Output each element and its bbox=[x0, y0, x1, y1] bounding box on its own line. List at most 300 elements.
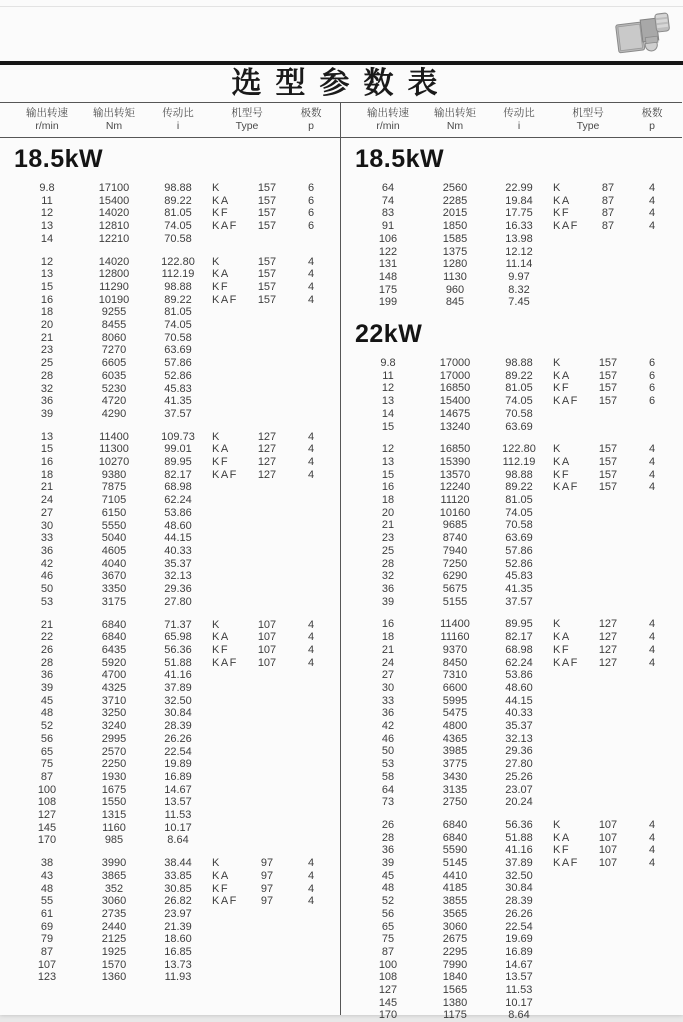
cell-ratio: 52.86 bbox=[164, 369, 192, 382]
cell-ratio: 13.57 bbox=[164, 796, 192, 809]
cell-ratio: 14.67 bbox=[164, 783, 192, 796]
cell-poles bbox=[284, 921, 338, 934]
cell-type-size bbox=[591, 545, 625, 558]
cell-output-torque: 3865 bbox=[101, 869, 127, 882]
cell-output-torque: 5155 bbox=[442, 595, 468, 608]
table-row bbox=[0, 771, 340, 784]
cell-output-torque: 1315 bbox=[101, 809, 127, 822]
cell-ratio: 74.05 bbox=[505, 395, 533, 408]
table-row bbox=[341, 997, 682, 1010]
cell-output-torque: 1570 bbox=[101, 958, 127, 971]
cell-type-size bbox=[250, 669, 284, 682]
cell-poles: 4 bbox=[648, 207, 656, 220]
cell-type-series: KA bbox=[553, 194, 571, 207]
cell-type-size: 157 bbox=[598, 455, 618, 468]
cell-output-torque: 4185 bbox=[442, 882, 468, 895]
cell-output-torque: 7250 bbox=[442, 557, 468, 570]
table-row bbox=[341, 946, 682, 959]
cell-output-torque: 3060 bbox=[101, 895, 127, 908]
cell-type-size bbox=[250, 507, 284, 520]
cell-ratio: 11.93 bbox=[164, 971, 192, 984]
cell-type-series bbox=[210, 306, 250, 319]
cell-output-torque: 4605 bbox=[101, 544, 127, 557]
cell-type-series bbox=[551, 921, 591, 934]
table-row bbox=[341, 507, 682, 520]
cell-output-torque: 1925 bbox=[101, 946, 127, 959]
cell-ratio: 32.13 bbox=[164, 570, 192, 583]
cell-output-speed: 39 bbox=[40, 407, 54, 420]
cell-type-series: KF bbox=[212, 207, 230, 220]
table-row bbox=[341, 395, 682, 408]
cell-type-series: KF bbox=[553, 844, 571, 857]
table-left-body bbox=[0, 138, 340, 984]
cell-output-torque: 13240 bbox=[439, 420, 471, 433]
cell-poles bbox=[284, 532, 338, 545]
cell-output-speed: 15 bbox=[40, 280, 54, 293]
cell-poles: 6 bbox=[307, 220, 315, 233]
cell-output-torque: 10160 bbox=[439, 506, 471, 519]
cell-type-size bbox=[250, 596, 284, 609]
cell-type-series bbox=[210, 344, 250, 357]
table-row bbox=[0, 644, 340, 657]
cell-poles: 4 bbox=[307, 882, 315, 895]
cell-type-series bbox=[210, 971, 250, 984]
table-left-half bbox=[0, 102, 341, 1015]
cell-type-size bbox=[591, 271, 625, 284]
cell-output-torque: 7270 bbox=[101, 344, 127, 357]
cell-poles bbox=[284, 669, 338, 682]
cell-output-speed: 36 bbox=[40, 669, 54, 682]
cell-type-series bbox=[551, 421, 591, 434]
cell-ratio: 18.60 bbox=[164, 933, 192, 946]
cell-ratio: 20.24 bbox=[505, 796, 533, 809]
cell-ratio: 10.17 bbox=[164, 821, 192, 834]
cell-output-speed: 123 bbox=[37, 971, 57, 984]
cell-ratio: 12.12 bbox=[505, 245, 533, 258]
cell-ratio: 16.85 bbox=[164, 946, 192, 959]
cell-output-speed: 46 bbox=[381, 732, 395, 745]
cell-output-torque: 1280 bbox=[442, 258, 468, 271]
cell-ratio: 122.80 bbox=[502, 443, 536, 456]
cell-output-torque: 15400 bbox=[98, 194, 130, 207]
table-row bbox=[0, 971, 340, 984]
cell-output-speed: 87 bbox=[40, 946, 54, 959]
cell-output-torque: 11400 bbox=[99, 430, 129, 443]
cell-type-size bbox=[591, 583, 625, 596]
cell-ratio: 13.57 bbox=[505, 971, 533, 984]
table-row bbox=[0, 895, 340, 908]
header-type bbox=[551, 107, 625, 133]
cell-poles: 4 bbox=[648, 643, 656, 656]
cell-output-torque: 3985 bbox=[442, 745, 468, 758]
cell-type-series: KF bbox=[553, 468, 571, 481]
cell-ratio: 89.22 bbox=[164, 194, 192, 207]
cell-output-torque: 17000 bbox=[439, 357, 471, 370]
cell-type-size bbox=[250, 971, 284, 984]
header-output-speed bbox=[12, 107, 82, 133]
cell-ratio: 52.86 bbox=[505, 557, 533, 570]
cell-type-series bbox=[210, 733, 250, 746]
cell-ratio: 112.19 bbox=[161, 268, 195, 281]
cell-type-size bbox=[250, 933, 284, 946]
cell-output-speed: 131 bbox=[378, 258, 398, 271]
cell-type-series: KA bbox=[212, 869, 230, 882]
cell-output-torque: 6150 bbox=[101, 506, 127, 519]
table-row bbox=[341, 796, 682, 809]
cell-poles: 4 bbox=[648, 455, 656, 468]
cell-ratio: 8.32 bbox=[508, 283, 530, 296]
header-unit: p bbox=[308, 120, 314, 132]
cell-output-torque: 1840 bbox=[442, 971, 468, 984]
cell-type-series bbox=[210, 558, 250, 571]
cell-output-speed: 12 bbox=[381, 443, 395, 456]
cell-type-size: 157 bbox=[598, 468, 618, 481]
cell-type-size bbox=[250, 746, 284, 759]
table-row bbox=[341, 1009, 682, 1022]
cell-output-torque: 9370 bbox=[442, 643, 468, 656]
cell-type-series: KF bbox=[212, 280, 230, 293]
cell-poles: 4 bbox=[307, 456, 315, 469]
cell-output-torque: 985 bbox=[104, 834, 124, 847]
ratio-group bbox=[341, 182, 682, 309]
cell-output-speed: 48 bbox=[40, 707, 54, 720]
table-row bbox=[0, 908, 340, 921]
cell-ratio: 32.13 bbox=[505, 732, 533, 745]
table-row bbox=[341, 558, 682, 571]
cell-output-torque: 10190 bbox=[98, 293, 130, 306]
top-rule bbox=[0, 61, 683, 65]
cell-ratio: 70.58 bbox=[164, 331, 192, 344]
cell-type-series bbox=[551, 494, 591, 507]
table-row bbox=[0, 558, 340, 571]
cell-output-speed: 42 bbox=[381, 720, 395, 733]
header-label: 输出转矩 bbox=[93, 107, 135, 119]
ratio-group bbox=[0, 256, 340, 421]
cell-type-series: K bbox=[212, 182, 221, 194]
cell-poles bbox=[284, 946, 338, 959]
table-row bbox=[0, 669, 340, 682]
cell-output-torque: 1160 bbox=[102, 821, 126, 834]
cell-ratio: 48.60 bbox=[164, 519, 192, 532]
cell-output-speed: 15 bbox=[381, 468, 395, 481]
cell-poles: 6 bbox=[307, 207, 315, 220]
cell-ratio: 11.53 bbox=[505, 984, 533, 997]
cell-poles bbox=[625, 745, 679, 758]
table-row bbox=[341, 545, 682, 558]
cell-ratio: 11.14 bbox=[505, 258, 533, 271]
cell-output-torque: 4290 bbox=[101, 407, 127, 420]
table-row bbox=[0, 857, 340, 870]
cell-type-size bbox=[250, 532, 284, 545]
cell-ratio: 44.15 bbox=[164, 532, 192, 545]
cell-output-speed: 45 bbox=[381, 869, 395, 882]
cell-output-torque: 4040 bbox=[101, 557, 127, 570]
cell-poles bbox=[625, 558, 679, 571]
cell-type-size: 157 bbox=[257, 207, 277, 220]
table-row bbox=[0, 784, 340, 797]
table-row bbox=[341, 570, 682, 583]
cell-type-size: 127 bbox=[257, 456, 277, 469]
header-output-torque bbox=[82, 107, 146, 133]
cell-type-series bbox=[551, 669, 591, 682]
cell-poles bbox=[284, 933, 338, 946]
cell-type-size bbox=[250, 395, 284, 408]
cell-output-speed: 42 bbox=[40, 557, 54, 570]
cell-ratio: 98.88 bbox=[164, 280, 192, 293]
cell-poles: 4 bbox=[307, 443, 315, 456]
cell-type-size bbox=[591, 707, 625, 720]
table-row bbox=[341, 382, 682, 395]
table-row bbox=[341, 456, 682, 469]
cell-type-series bbox=[210, 758, 250, 771]
cell-output-torque: 9255 bbox=[101, 306, 127, 319]
cell-poles: 4 bbox=[648, 818, 656, 831]
cell-output-speed: 9.8 bbox=[380, 357, 396, 370]
cell-ratio: 37.89 bbox=[164, 682, 192, 695]
cell-poles bbox=[284, 545, 338, 558]
cell-type-size bbox=[250, 357, 284, 370]
cell-type-series: K bbox=[553, 818, 562, 831]
cell-poles: 4 bbox=[307, 268, 315, 281]
cell-poles bbox=[625, 258, 679, 271]
cell-poles bbox=[284, 306, 338, 319]
table-row bbox=[0, 268, 340, 281]
table-row bbox=[341, 481, 682, 494]
table-row bbox=[341, 370, 682, 383]
cell-type-series bbox=[551, 959, 591, 972]
cell-type-series: KAF bbox=[553, 481, 579, 494]
cell-output-torque: 2735 bbox=[101, 907, 127, 920]
cell-type-size bbox=[250, 545, 284, 558]
cell-type-series: K bbox=[212, 857, 221, 870]
cell-output-speed: 30 bbox=[40, 519, 54, 532]
cell-type-series bbox=[210, 319, 250, 332]
cell-poles bbox=[625, 494, 679, 507]
table-row bbox=[0, 570, 340, 583]
cell-output-torque: 3670 bbox=[101, 570, 127, 583]
cell-output-speed: 75 bbox=[40, 758, 54, 771]
ratio-group bbox=[0, 857, 340, 984]
cell-type-series: KA bbox=[553, 831, 571, 844]
cell-poles: 4 bbox=[307, 280, 315, 293]
table-row bbox=[341, 357, 682, 370]
cell-poles bbox=[284, 319, 338, 332]
cell-type-size: 97 bbox=[260, 857, 274, 870]
cell-poles bbox=[625, 596, 679, 609]
cell-output-speed: 13 bbox=[381, 395, 395, 408]
cell-ratio: 81.05 bbox=[164, 306, 192, 319]
cell-type-size bbox=[250, 733, 284, 746]
cell-ratio: 40.33 bbox=[164, 544, 192, 557]
table-row bbox=[0, 834, 340, 847]
table-row bbox=[0, 682, 340, 695]
cell-output-torque: 960 bbox=[445, 283, 465, 296]
cell-type-size bbox=[250, 809, 284, 822]
cell-type-series bbox=[210, 481, 250, 494]
cell-ratio: 21.39 bbox=[164, 920, 192, 933]
cell-output-torque: 6290 bbox=[442, 570, 468, 583]
cell-ratio: 11.53 bbox=[164, 809, 192, 822]
cell-ratio: 48.60 bbox=[505, 681, 533, 694]
cell-output-speed: 23 bbox=[381, 532, 395, 545]
cell-type-size bbox=[250, 494, 284, 507]
table-row bbox=[0, 195, 340, 208]
header-unit: Nm bbox=[105, 120, 123, 132]
cell-ratio: 22.99 bbox=[505, 182, 533, 194]
table-row bbox=[0, 583, 340, 596]
cell-output-torque: 14675 bbox=[439, 407, 471, 420]
cell-output-speed: 18 bbox=[40, 306, 54, 319]
table-row bbox=[341, 695, 682, 708]
table-row bbox=[0, 383, 340, 396]
cell-output-speed: 175 bbox=[378, 283, 398, 296]
cell-output-speed: 30 bbox=[381, 681, 395, 694]
cell-type-size: 107 bbox=[598, 831, 618, 844]
cell-output-speed: 108 bbox=[37, 796, 57, 809]
cell-poles: 4 bbox=[307, 857, 315, 870]
cell-ratio: 8.64 bbox=[508, 1009, 530, 1022]
cell-poles: 4 bbox=[648, 631, 656, 644]
cell-poles bbox=[625, 545, 679, 558]
cell-poles: 4 bbox=[307, 895, 315, 908]
cell-output-speed: 27 bbox=[381, 669, 395, 682]
cell-output-torque: 3565 bbox=[442, 907, 468, 920]
cell-output-torque: 3350 bbox=[101, 583, 127, 596]
cell-type-size: 157 bbox=[257, 194, 277, 207]
power-heading: 22kW bbox=[355, 320, 423, 349]
cell-type-series: KAF bbox=[212, 468, 238, 481]
cell-poles bbox=[284, 332, 338, 345]
cell-ratio: 19.69 bbox=[505, 933, 533, 946]
cell-type-series bbox=[551, 519, 591, 532]
cell-type-size: 127 bbox=[257, 443, 277, 456]
cell-type-size bbox=[591, 984, 625, 997]
cell-poles bbox=[284, 809, 338, 822]
cell-output-torque: 16850 bbox=[439, 382, 471, 395]
cell-type-series bbox=[551, 545, 591, 558]
header-label: 机型号 bbox=[572, 107, 604, 119]
table-row bbox=[0, 408, 340, 421]
cell-output-speed: 20 bbox=[40, 319, 54, 332]
table-row bbox=[341, 408, 682, 421]
cell-output-torque: 12240 bbox=[439, 481, 471, 494]
table-row bbox=[0, 746, 340, 759]
table-row bbox=[0, 207, 340, 220]
cell-output-torque: 5995 bbox=[442, 694, 468, 707]
cell-ratio: 7.45 bbox=[508, 296, 530, 309]
cell-output-torque: 13570 bbox=[439, 468, 471, 481]
cell-output-torque: 3250 bbox=[101, 707, 127, 720]
cell-output-speed: 100 bbox=[37, 783, 57, 796]
cell-type-size bbox=[591, 233, 625, 246]
cell-type-series: KF bbox=[212, 643, 230, 656]
cell-ratio: 63.69 bbox=[505, 420, 533, 433]
cell-output-torque: 2285 bbox=[442, 194, 468, 207]
cell-ratio: 30.84 bbox=[505, 882, 533, 895]
cell-poles bbox=[625, 421, 679, 434]
cell-ratio: 27.80 bbox=[505, 758, 533, 771]
cell-output-speed: 53 bbox=[381, 758, 395, 771]
cell-ratio: 56.36 bbox=[164, 643, 192, 656]
cell-poles bbox=[625, 296, 679, 309]
cell-ratio: 32.50 bbox=[164, 694, 192, 707]
cell-output-speed: 28 bbox=[381, 831, 395, 844]
cell-output-speed: 21 bbox=[381, 519, 395, 532]
table-row bbox=[0, 532, 340, 545]
cell-poles bbox=[284, 758, 338, 771]
header-unit: p bbox=[649, 120, 655, 132]
cell-ratio: 81.05 bbox=[164, 207, 192, 220]
cell-output-speed: 36 bbox=[40, 544, 54, 557]
cell-output-torque: 16850 bbox=[439, 443, 471, 456]
cell-type-size bbox=[591, 971, 625, 984]
cell-poles bbox=[625, 796, 679, 809]
table-row bbox=[0, 456, 340, 469]
cell-poles: 6 bbox=[648, 395, 656, 408]
cell-output-speed: 45 bbox=[40, 694, 54, 707]
cell-ratio: 56.36 bbox=[505, 818, 533, 831]
table-row bbox=[341, 220, 682, 233]
cell-output-torque: 5040 bbox=[101, 532, 127, 545]
cell-output-torque: 1360 bbox=[101, 971, 127, 984]
cell-output-torque: 17100 bbox=[98, 182, 130, 194]
cell-output-speed: 14 bbox=[381, 407, 395, 420]
cell-type-size bbox=[250, 796, 284, 809]
table-row bbox=[0, 306, 340, 319]
cell-type-size bbox=[250, 682, 284, 695]
cell-output-torque: 4365 bbox=[442, 732, 468, 745]
cell-ratio: 89.95 bbox=[505, 618, 533, 631]
cell-output-torque: 1175 bbox=[443, 1009, 467, 1022]
cell-output-speed: 28 bbox=[40, 369, 54, 382]
cell-type-series bbox=[551, 532, 591, 545]
cell-type-size: 107 bbox=[257, 618, 277, 631]
cell-output-torque: 9380 bbox=[101, 468, 127, 481]
cell-output-torque: 4800 bbox=[442, 720, 468, 733]
cell-poles bbox=[625, 408, 679, 421]
cell-poles bbox=[625, 246, 679, 259]
cell-poles bbox=[625, 271, 679, 284]
cell-output-speed: 22 bbox=[40, 631, 54, 644]
cell-output-speed: 24 bbox=[40, 494, 54, 507]
cell-type-series bbox=[210, 682, 250, 695]
cell-ratio: 51.88 bbox=[505, 831, 533, 844]
cell-type-series bbox=[210, 908, 250, 921]
cell-ratio: 13.73 bbox=[164, 958, 192, 971]
cell-output-speed: 61 bbox=[40, 907, 54, 920]
table-row bbox=[0, 631, 340, 644]
cell-poles: 6 bbox=[648, 382, 656, 395]
cell-type-series bbox=[551, 895, 591, 908]
cell-ratio: 29.36 bbox=[505, 745, 533, 758]
cell-type-size: 107 bbox=[598, 818, 618, 831]
table-row bbox=[0, 707, 340, 720]
cell-output-speed: 26 bbox=[381, 818, 395, 831]
cell-output-torque: 5475 bbox=[442, 707, 468, 720]
cell-type-size: 157 bbox=[598, 369, 618, 382]
cell-ratio: 89.22 bbox=[505, 481, 533, 494]
cell-type-size bbox=[250, 332, 284, 345]
table-row bbox=[341, 682, 682, 695]
cell-type-size bbox=[591, 408, 625, 421]
cell-output-speed: 79 bbox=[40, 933, 54, 946]
ratio-group bbox=[341, 819, 682, 1022]
cell-output-torque: 14020 bbox=[98, 207, 130, 220]
cell-ratio: 112.19 bbox=[502, 455, 536, 468]
cell-type-series bbox=[210, 695, 250, 708]
cell-type-series: KAF bbox=[212, 293, 238, 306]
table-row bbox=[341, 207, 682, 220]
